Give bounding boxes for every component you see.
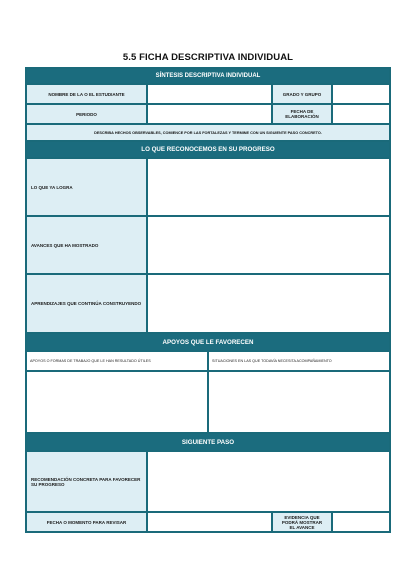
learning-field[interactable] xyxy=(147,274,390,333)
advances-label: AVANCES QUE HA MOSTRADO xyxy=(26,216,147,274)
document-title: 5.5 FICHA DESCRIPTIVA INDIVIDUAL xyxy=(122,52,294,63)
student-name-field[interactable] xyxy=(147,84,272,104)
date-field[interactable] xyxy=(332,104,390,124)
grade-group-label: GRADO Y GRUPO xyxy=(272,84,332,104)
date-label: FECHA DE ELABORACIÓN xyxy=(272,104,332,124)
advances-field[interactable] xyxy=(147,216,390,274)
period-field[interactable] xyxy=(147,104,272,124)
student-name-label: NOMBRE DE LA O EL ESTUDIANTE xyxy=(26,84,147,104)
evidence-label: EVIDENCIA QUE PODRÁ MOSTRAR EL AVANCE xyxy=(272,512,332,532)
needs-label: SITUACIONES EN LAS QUE TODAVÍA NECESITA ACOMPAÑAMIENTO xyxy=(208,351,390,371)
instruction-note: DESCRIBA HECHOS OBSERVABLES, COMIENCE POR LAS FORTALEZAS Y TERMINE CON UN SIGUIENTE PASO CONCRETO. xyxy=(26,124,390,141)
achievement-label: LO QUE YA LOGRA xyxy=(26,158,147,216)
supports-field[interactable] xyxy=(26,371,208,433)
review-date-field[interactable] xyxy=(147,512,272,532)
recommendation-field[interactable] xyxy=(147,451,390,512)
section-header-apoyos: APOYOS QUE LE FAVORECEN xyxy=(26,333,390,351)
period-label: PERIODO xyxy=(26,104,147,124)
form-sheet xyxy=(25,67,391,533)
section-header-siguiente-paso: SIGUIENTE PASO xyxy=(26,433,390,451)
recommendation-label: RECOMENDACIÓN CONCRETA PARA FAVORECER SU PROGRESO xyxy=(26,451,147,512)
review-date-label: FECHA O MOMENTO PARA REVISAR xyxy=(26,512,147,532)
grade-group-field[interactable] xyxy=(332,84,390,104)
learning-label: APRENDIZAJES QUE CONTINÚA CONSTRUYENDO xyxy=(26,274,147,333)
achievement-field[interactable] xyxy=(147,158,390,216)
section-header-sintesis: SÍNTESIS DESCRIPTIVA INDIVIDUAL xyxy=(26,68,390,84)
needs-field[interactable] xyxy=(208,371,390,433)
supports-label: APOYOS O FORMAS DE TRABAJO QUE LE HAN RESULTADO ÚTILES xyxy=(26,351,208,371)
section-header-progreso: LO QUE RECONOCEMOS EN SU PROGRESO xyxy=(26,141,390,158)
evidence-field[interactable] xyxy=(332,512,390,532)
